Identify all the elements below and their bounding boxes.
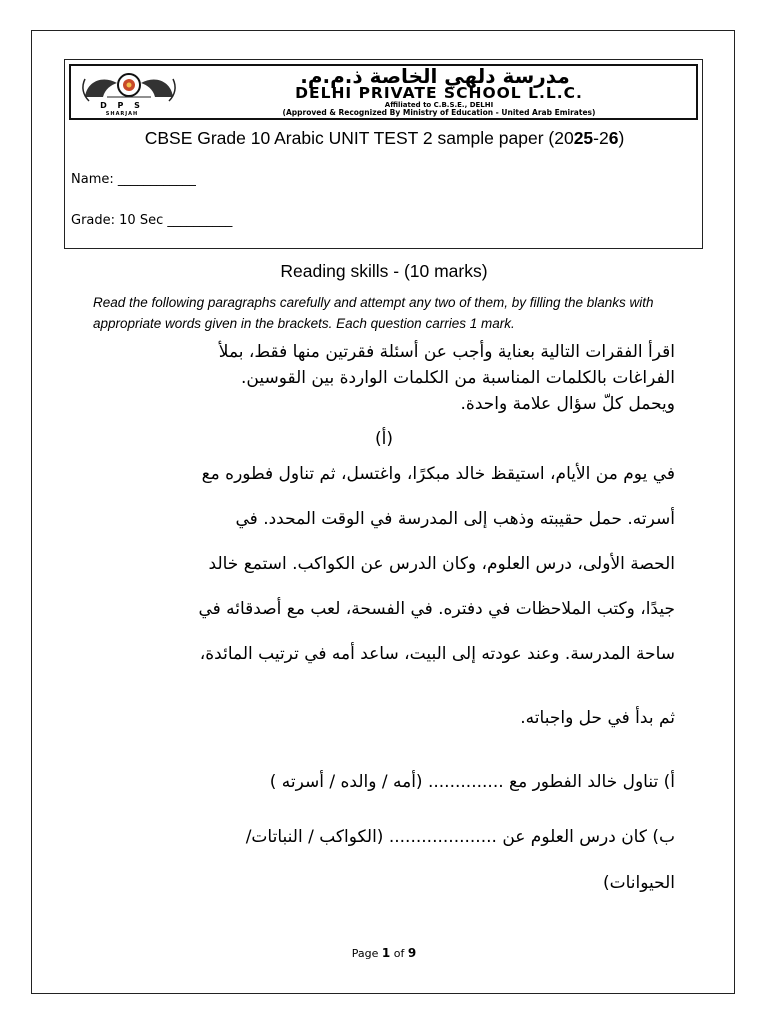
section-title: Reading skills - (10 marks) — [280, 261, 488, 281]
instructions-arabic-line: اقرأ الفقرات التالية بعناية وأجب عن أسئلة فقرتين منها فقط، بملأ — [218, 342, 675, 362]
total-pages: 9 — [407, 946, 417, 960]
instructions-english: Read the following paragraphs carefully and attempt any two of them, by filling the blanks with appropriate words given in the brackets. Each question carries 1 mark. — [93, 295, 654, 331]
passage-line: في يوم من الأيام، استيقظ خالد مبكرًا، واغتسل، ثم تناول فطوره مع — [201, 464, 675, 484]
passage-line: جيدًا، وكتب الملاحظات في دفتره. في الفسحة، لعب مع أصدقائه في — [198, 599, 675, 619]
question-b-continued: الحيوانات) — [602, 873, 675, 893]
passage-line: أسرته. حمل حقيبته وذهب إلى المدرسة في الوقت المحدد. في — [235, 509, 675, 529]
instructions-arabic-line: الفراغات بالكلمات المناسبة من الكلمات الواردة بين القوسين. — [240, 368, 675, 388]
header-box — [64, 59, 703, 249]
grade-field: Grade: 10 Sec __________ — [71, 213, 233, 228]
school-name-english: DELHI PRIVATE SCHOOL L.L.C. — [295, 84, 583, 102]
exam-title: CBSE Grade 10 Arabic UNIT TEST 2 sample paper (2025-26) — [144, 128, 625, 148]
logo-abbrev: D P S — [100, 101, 144, 110]
question-b: ب) كان درس العلوم عن .................... (الكواكب / النباتات/ — [245, 827, 675, 847]
page-number: 1 — [381, 946, 391, 960]
passage-label: (أ) — [375, 429, 393, 449]
name-field: Name: ____________ — [71, 172, 196, 187]
logo-city: SHARJAH — [105, 111, 139, 117]
passage-line: ثم بدأ في حل واجباته. — [520, 708, 675, 728]
page-footer: Page 1 of 9 — [351, 946, 417, 960]
question-a: أ) تناول خالد الفطور مع .............. (أمه / والده / أسرته ) — [269, 772, 675, 792]
school-name-arabic: مدرسة دلهي الخاصة ذ.م.م. — [300, 64, 570, 88]
school-banner — [69, 64, 698, 120]
approval-text: (Approved & Recognized By Ministry of Education - United Arab Emirates) — [282, 108, 596, 117]
affiliation-text: Affiliated to C.B.S.E., DELHI — [384, 101, 494, 109]
instructions-arabic-line: ويحمل كلّ سؤال علامة واحدة. — [460, 394, 675, 414]
passage-line: الحصة الأولى، درس العلوم، وكان الدرس عن الكواكب. استمع خالد — [208, 554, 675, 574]
passage-line: ساحة المدرسة. وعند عودته إلى البيت، ساعد أمه في ترتيب المائدة، — [199, 644, 675, 664]
